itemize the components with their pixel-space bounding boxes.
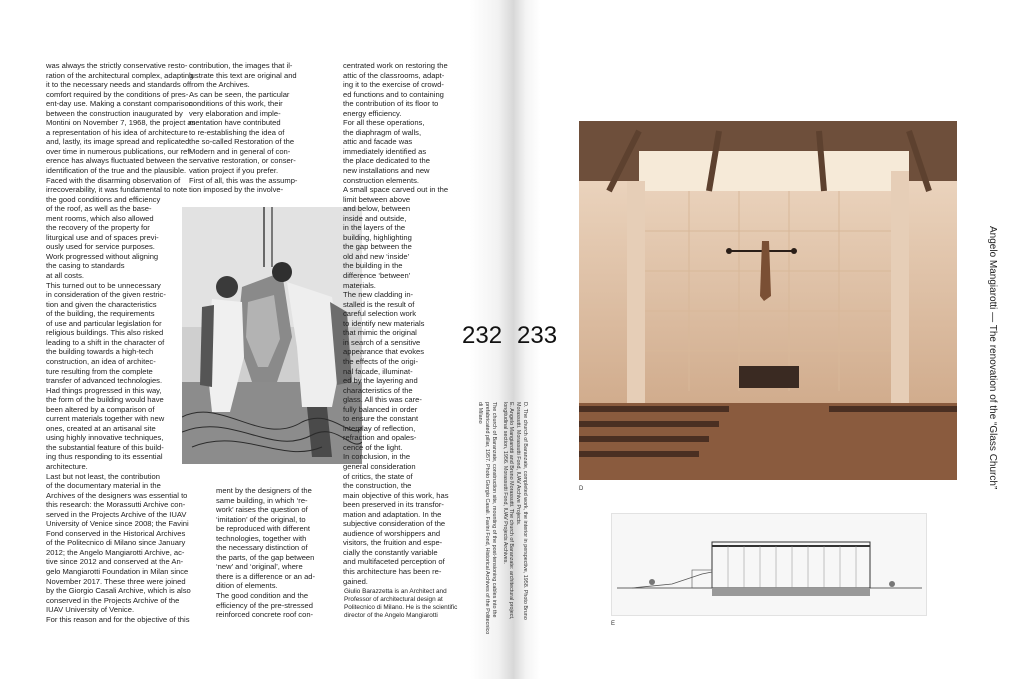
text-line: at all costs. [46, 271, 84, 281]
text-line: this research: the Morassutti Archive con- [46, 500, 186, 510]
text-line: that mimic the original [343, 328, 417, 338]
text-line: this architecture has been re- [343, 566, 442, 576]
text-line: ment rooms, which also allowed [46, 213, 154, 223]
text-line: servative restoration, or conser- [189, 156, 296, 166]
text-line: mentation have contributed [189, 118, 281, 128]
text-line: of the roof, as well as the base- [46, 204, 152, 214]
caption-line: D. The church of Baranzate, completed work, the interior in perspective, 1958. Photo Bruno [522, 402, 528, 620]
author-note-line: Giulio Barazzetta is an Architect and [344, 588, 447, 595]
text-line: audience of worshippers and [343, 528, 441, 538]
text-line: current materials together with new [46, 414, 165, 424]
caption-line: Morassutti. Morassutti Fond, IUAV Archive Projects. [515, 402, 522, 526]
text-line: contribution, the images that il- [189, 61, 293, 70]
text-line: cence of the light. [343, 442, 403, 452]
text-line: the diaphragm of walls, [343, 127, 422, 137]
text-line: the contribution of its floor to [343, 99, 439, 109]
author-note [344, 588, 474, 620]
text-line: gelo Mangiarotti Foundation in Milan since [46, 566, 189, 576]
text-line: As can be seen, the particular [189, 89, 290, 99]
text-line: Archives of the designers was essential to [46, 490, 188, 500]
text-line: attic of the classrooms, adapt- [343, 70, 445, 80]
text-line: attic and facade was [343, 137, 413, 147]
text-line: architecture. [46, 461, 88, 471]
archive-photo [182, 207, 362, 464]
text-line: For all these operations, [343, 118, 425, 128]
text-line: careful selection work [343, 309, 417, 319]
text-line: ‘new’ and ‘original’, where [216, 562, 303, 572]
text-line: visitors, the fruition and espe- [343, 538, 443, 548]
text-line: was always the strictly conservative resto- [46, 61, 188, 70]
text-line: the form of the building would have [46, 395, 164, 405]
text-line: irrecoverability, it was fundamental to note [46, 185, 188, 195]
text-line: identification of the true and the plausible. [46, 166, 187, 176]
text-line: For this reason and for the objective of this [46, 614, 190, 624]
text-line: technologies, together with [216, 533, 307, 543]
author-note-line: Professor of architectural design at [344, 596, 443, 603]
text-line: transfer of advanced technologies. [46, 376, 163, 386]
text-line: ‘imitation’ of the original, to [216, 514, 306, 524]
text-line: of critics, the state of [343, 471, 413, 481]
text-line: the gap between the [343, 242, 412, 252]
text-line: Last but not least, the contribution [46, 471, 160, 481]
text-line: general consideration [343, 461, 416, 471]
text-line: the building in the [343, 261, 403, 271]
text-line: ment by the designers of the [216, 486, 312, 495]
text-line: materials. [343, 280, 376, 290]
text-line: A small space carved out in the [343, 185, 449, 195]
text-line: 2012; the Angelo Mangiarotti Archive, ac- [46, 547, 185, 557]
text-line: be reproduced with different [216, 524, 310, 534]
text-line: in the layers of the [343, 223, 406, 233]
section-drawing [611, 513, 927, 616]
text-line: ration of the architectural complex, adapting [46, 70, 194, 80]
text-line: very elaboration and imple- [189, 108, 281, 118]
text-line: the recovery of the property for [46, 223, 150, 233]
church-interior-illustration [579, 121, 957, 480]
caption-line: E. Angelo Mangiarotti and Bruno Morassutti. The church of Baranzate: architectural project, [508, 402, 515, 620]
text-line: and, lastly, its image spread and replicated [46, 137, 190, 147]
text-column-2-top [189, 61, 318, 195]
text-line: work’ raises the question of [216, 505, 308, 515]
text-line: and multifaceted perception of [343, 557, 445, 567]
page-number-right: 233 [517, 322, 558, 349]
text-line: leading to a shift in the character of [46, 337, 165, 347]
text-line: ed by the layering and [343, 376, 418, 386]
text-line: efficiency of the pre-stressed [216, 600, 313, 610]
text-line: glass. All this was care- [343, 395, 422, 405]
text-line: the substantial feature of this build- [46, 442, 164, 452]
text-line: fully balanced in order [343, 404, 418, 414]
text-line: the casing to standards [46, 261, 125, 271]
text-line: gained. [343, 576, 368, 586]
text-line: conserved in the Projects Archive of the [46, 595, 180, 605]
text-line: using highly innovative techniques, [46, 433, 164, 443]
text-line: construction elements. [343, 175, 419, 185]
text-line: the necessary distinction of [216, 543, 308, 553]
text-line: main objective of this work, has [343, 490, 449, 500]
text-line: of use and particular legislation for [46, 318, 162, 328]
caption-line: prefabricated pillar, 1957. Photo Giorgio Casali. Favini Fond, Historical Archives of the Politecnico [484, 402, 491, 635]
text-line: served in the Projects Archive of the IUAV [46, 509, 187, 519]
text-line: in consideration of the given restric- [46, 290, 166, 300]
author-note-line: director of the Angelo Mangiarotti [344, 612, 438, 619]
text-line: the building towards a high-tech [46, 347, 154, 357]
text-line: immediately identified as [343, 146, 427, 156]
text-line: vation project if you prefer. [189, 166, 279, 176]
text-line: there is a difference or an ad- [216, 571, 316, 581]
text-line: of the building, the requirements [46, 309, 155, 319]
text-line: building, highlighting [343, 232, 412, 242]
text-line: the good conditions and efficiency [46, 194, 161, 204]
text-line: Work progressed without aligning [46, 251, 159, 261]
text-line: tive since 2012 and conserved at the An- [46, 557, 184, 567]
author-note-line: Politecnico di Milano. He is the scientific [344, 604, 458, 611]
text-line: November 2017. These three were joined [46, 576, 186, 586]
text-line: to identify new materials [343, 318, 425, 328]
text-line: interplay of reflection, [343, 423, 416, 433]
text-line: Fond conserved in the Historical Archives [46, 528, 186, 538]
text-line: energy efficiency. [343, 108, 402, 118]
text-line: by the Giorgio Casali Archive, which is also [46, 586, 191, 596]
text-line: appearance that evokes [343, 347, 425, 357]
text-line: In conclusion, in the [343, 452, 411, 462]
text-line: cially the constantly variable [343, 547, 438, 557]
caption-line: di Milano [477, 402, 484, 424]
text-line: Faced with the disarming observation of [46, 175, 181, 185]
text-line: liturgical use and of spaces previ- [46, 232, 159, 242]
text-line: been preserved in its transfor- [343, 500, 444, 510]
text-line: IUAV University of Venice. [46, 605, 135, 615]
text-column-1 [46, 61, 196, 624]
figure-label-e: E [611, 621, 616, 627]
caption-line: longitudinal section, 1956. Morassutti Fond, IUAV Projects Archives. [501, 402, 508, 564]
text-line: been altered by a comparison of [46, 404, 155, 414]
running-head: Angelo Mangiarotti — The renovation of the “Glass Church” [987, 226, 998, 490]
text-line: construction, an idea of architec- [46, 356, 156, 366]
section-drawing-illustration [612, 514, 926, 615]
text-line: over time in numerous publications, our ref- [46, 146, 193, 156]
text-line: dition of elements. [216, 581, 278, 591]
photo-caption-left [477, 402, 497, 634]
text-line: nal facade, illuminat- [343, 366, 413, 376]
text-column-2-bottom [216, 486, 346, 620]
text-line: a representation of his idea of architecture [46, 127, 188, 137]
text-line: reinforced concrete roof con- [216, 610, 314, 620]
text-line: religious buildings. This also risked [46, 328, 164, 338]
text-line: mation and adaptation. In the [343, 509, 442, 519]
text-line: ed functions and to containing [343, 89, 444, 99]
text-line: ing it to the exercise of crowd- [343, 80, 444, 90]
text-line: Modern and in general of con- [189, 146, 291, 156]
text-line: it to the necessary needs and standards of [46, 80, 190, 90]
text-line: ture resulting from the complete [46, 366, 153, 376]
archive-photo-illustration [182, 207, 362, 464]
text-line: The good condition and the [216, 591, 309, 601]
text-line: the so-called Restoration of the [189, 137, 295, 147]
text-line: This turned out to be unnecessary [46, 280, 161, 290]
text-line: The new cladding in- [343, 290, 414, 300]
text-line: and below, between [343, 204, 411, 214]
text-line: inside and outside, [343, 213, 407, 223]
text-line: ent-day use. Making a constant comparison [46, 99, 193, 109]
text-line: subjective consideration of the [343, 519, 446, 529]
text-line: of the documentary material in the [46, 481, 161, 491]
page-number-left: 232 [462, 322, 503, 349]
text-line: characteristics of the [343, 385, 413, 395]
text-line: the place dedicated to the [343, 156, 430, 166]
text-line: ing thus responding to its essential [46, 452, 163, 462]
text-line: lustrate this text are original and [189, 70, 297, 80]
text-line: from the Archives. [189, 80, 250, 90]
text-line: tion and given the characteristics [46, 299, 157, 309]
church-interior-photo [579, 121, 957, 480]
text-line: University of Venice since 2008; the Favini [46, 519, 189, 529]
text-line: same building, in which ‘re- [216, 495, 308, 505]
text-line: old and new ‘inside’ [343, 251, 410, 261]
text-line: tion imposed by the involve- [189, 185, 284, 195]
text-line: Montini on November 7, 1968, the project as [46, 118, 196, 128]
text-line: First of all, this was the assump- [189, 175, 298, 185]
text-line: in search of a sensitive [343, 337, 421, 347]
text-line: the effects of the origi- [343, 356, 418, 366]
text-line: comfort required by the conditions of pres- [46, 89, 189, 99]
text-line: stalled is the result of [343, 299, 415, 309]
text-line: of the Politecnico di Milano since January [46, 538, 186, 548]
text-line: the construction, the [343, 481, 412, 491]
text-line: limit between above [343, 194, 411, 204]
text-line: ones, created at an artisanal site [46, 423, 156, 433]
photo-caption-right [501, 402, 528, 620]
text-line: to re-establishing the idea of [189, 127, 285, 137]
text-line: to ensure the constant [343, 414, 419, 424]
text-line: between the construction inaugurated by [46, 108, 183, 118]
text-line: the parts, of the gap between [216, 552, 315, 562]
text-line: difference ‘between’ [343, 271, 411, 281]
text-line: refraction and opales- [343, 433, 417, 443]
figure-label-d: D [579, 486, 584, 492]
caption-line: The church of Baranzate, construction site, mounting of the post-tensioning cables into the [491, 402, 497, 618]
text-line: new installations and new [343, 166, 430, 176]
text-column-3 [343, 61, 465, 586]
text-line: centrated work on restoring the [343, 61, 448, 70]
text-line: Had things progressed in this way, [46, 385, 162, 395]
text-line: ously used for service purposes. [46, 242, 155, 252]
text-line: erence has always fluctuated between the [46, 156, 188, 166]
text-line: conditions of this work, their [189, 99, 283, 109]
